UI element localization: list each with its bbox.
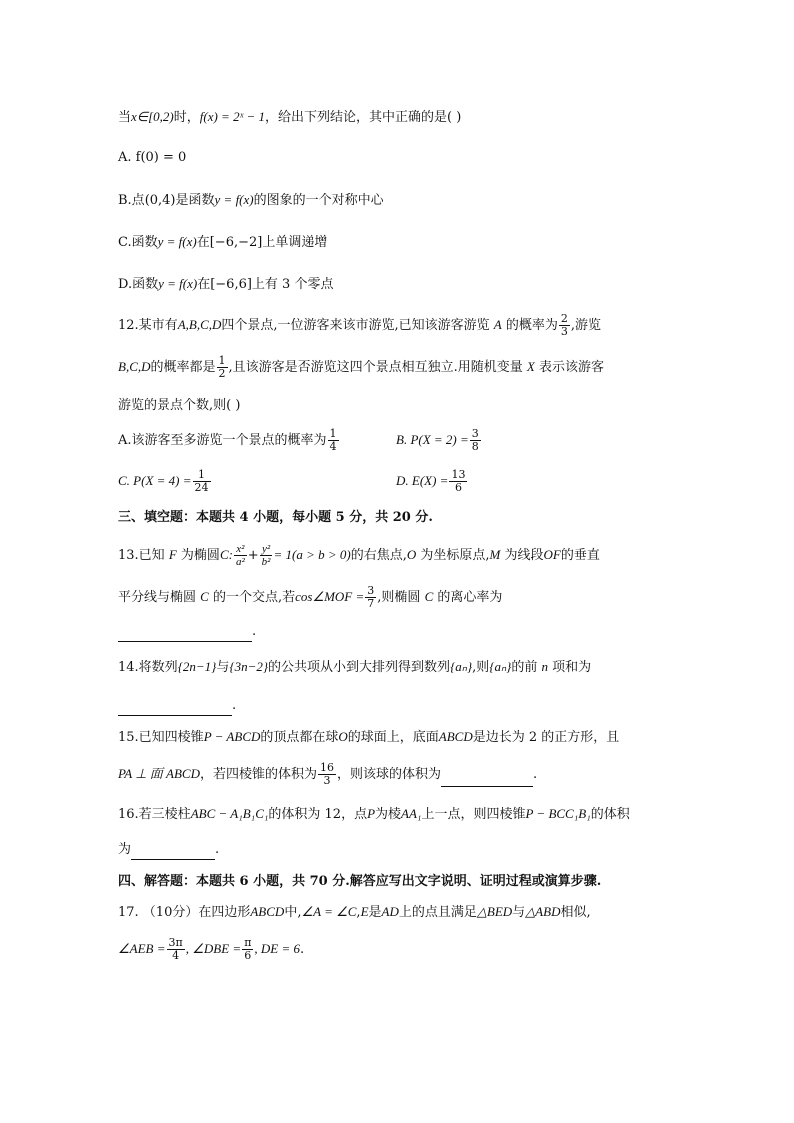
q16-stem-line2: 为 . [118,840,219,860]
q12-option-d: D. E(X) = $\frac{13}{6}$ [396,468,466,494]
q13-stem-line2: 平分线与椭圆 C 的一个交点,若cos∠MOF = $\frac{3}{7}$ ,则椭圆 C 的离心率为 [118,584,503,610]
q11-option-b: B.点(0,4)是函数y = f(x)的图象的一个对称中心 [118,192,384,208]
fraction-1-2: $\frac{1}{2}$ [218,354,226,380]
section-3-heading: 三、填空题：本题共 4 小题，每小题 5 分，共 20 分. [118,510,433,525]
q11-option-a: A. f(0) = 0 [118,150,187,165]
q11-option-c: C.函数y = f(x)在[−6,−2]上单调递增 [118,234,328,250]
answer-blank[interactable] [441,770,533,787]
q12-stem-line3: 游览的景点个数,则( ) [118,398,241,413]
q11-option-d: D.函数y = f(x)在[−6,6]上有 3 个零点 [118,276,334,292]
q12-option-c: C. P(X = 4) = $\frac{1}{24}$ [118,468,209,494]
fraction-2-3: $\frac{2}{3}$ [560,312,568,338]
q15-stem-line1: 15.已知四棱锥P − ABCD的顶点都在球O的球面上，底面ABCD是边长为 2 的正方形，且 [118,729,620,745]
q13-stem-line1: 13.已知 F 为椭圆C: $\frac{\text{x²}}{\text{a²}}$ + $\frac{\text{y²}}{\text{b²}}$ = 1(a > b > 0)的右焦点,O 为坐标原点,M 为线段OF的垂直 [118,543,600,568]
q16-stem-line1: 16.若三棱柱ABC − A₁B₁C₁的体积为 12，点P为棱AA₁上一点，则四棱锥P − BCC₁B₁的体积 [118,806,630,822]
answer-blank[interactable] [131,843,215,860]
q12-stem-line2: B,C,D的概率都是 $\frac{1}{2}$ ,且该游客是否游览这四个景点相互独立.用随机变量 X 表示该游客 [118,354,605,380]
q15-stem-line2: PA ⊥ 面 ABCD，若四棱锥的体积为 $\frac{16}{3}$ ，则该球的体积为 . [118,761,538,787]
q17-stem-line2: ∠AEB = $\frac{3\pi}{4}$ , ∠DBE = $\frac{\pi}{6}$ , DE = 6. [118,936,305,962]
q12-option-b: B. P(X = 2) = $\frac{3}{8}$ [396,427,479,453]
answer-blank[interactable] [118,625,252,642]
q12-option-a: A.该游客至多游览一个景点的概率为 $\frac{1}{4}$ [118,427,337,453]
section-4-heading: 四、解答题：本题共 6 小题，共 70 分.解答应写出文字说明、证明过程或演算步骤. [118,874,602,889]
q14-answer-line: . [118,696,236,716]
q13-answer-line: . [118,622,256,642]
q11-stem: 当x∈[0,2)时，f(x) = 2ˣ − 1，给出下列结论，其中正确的是( ) [118,109,462,125]
q17-stem-line1: 17. （10分）在四边形ABCD中,∠A = ∠C,E是AD上的点且满足△BED与△ABD相似, [118,904,591,920]
q14-stem: 14.将数列{2n−1}与{3n−2}的公共项从小到大排列得到数列{aₙ},则{aₙ}的前 n 项和为 [118,659,592,675]
answer-blank[interactable] [118,699,232,716]
q12-stem-line1: 12.某市有A,B,C,D四个景点,一位游客来该市游览,已知该游客游览 A 的概率为 $\frac{2}{3}$ ,游览 [118,312,602,338]
